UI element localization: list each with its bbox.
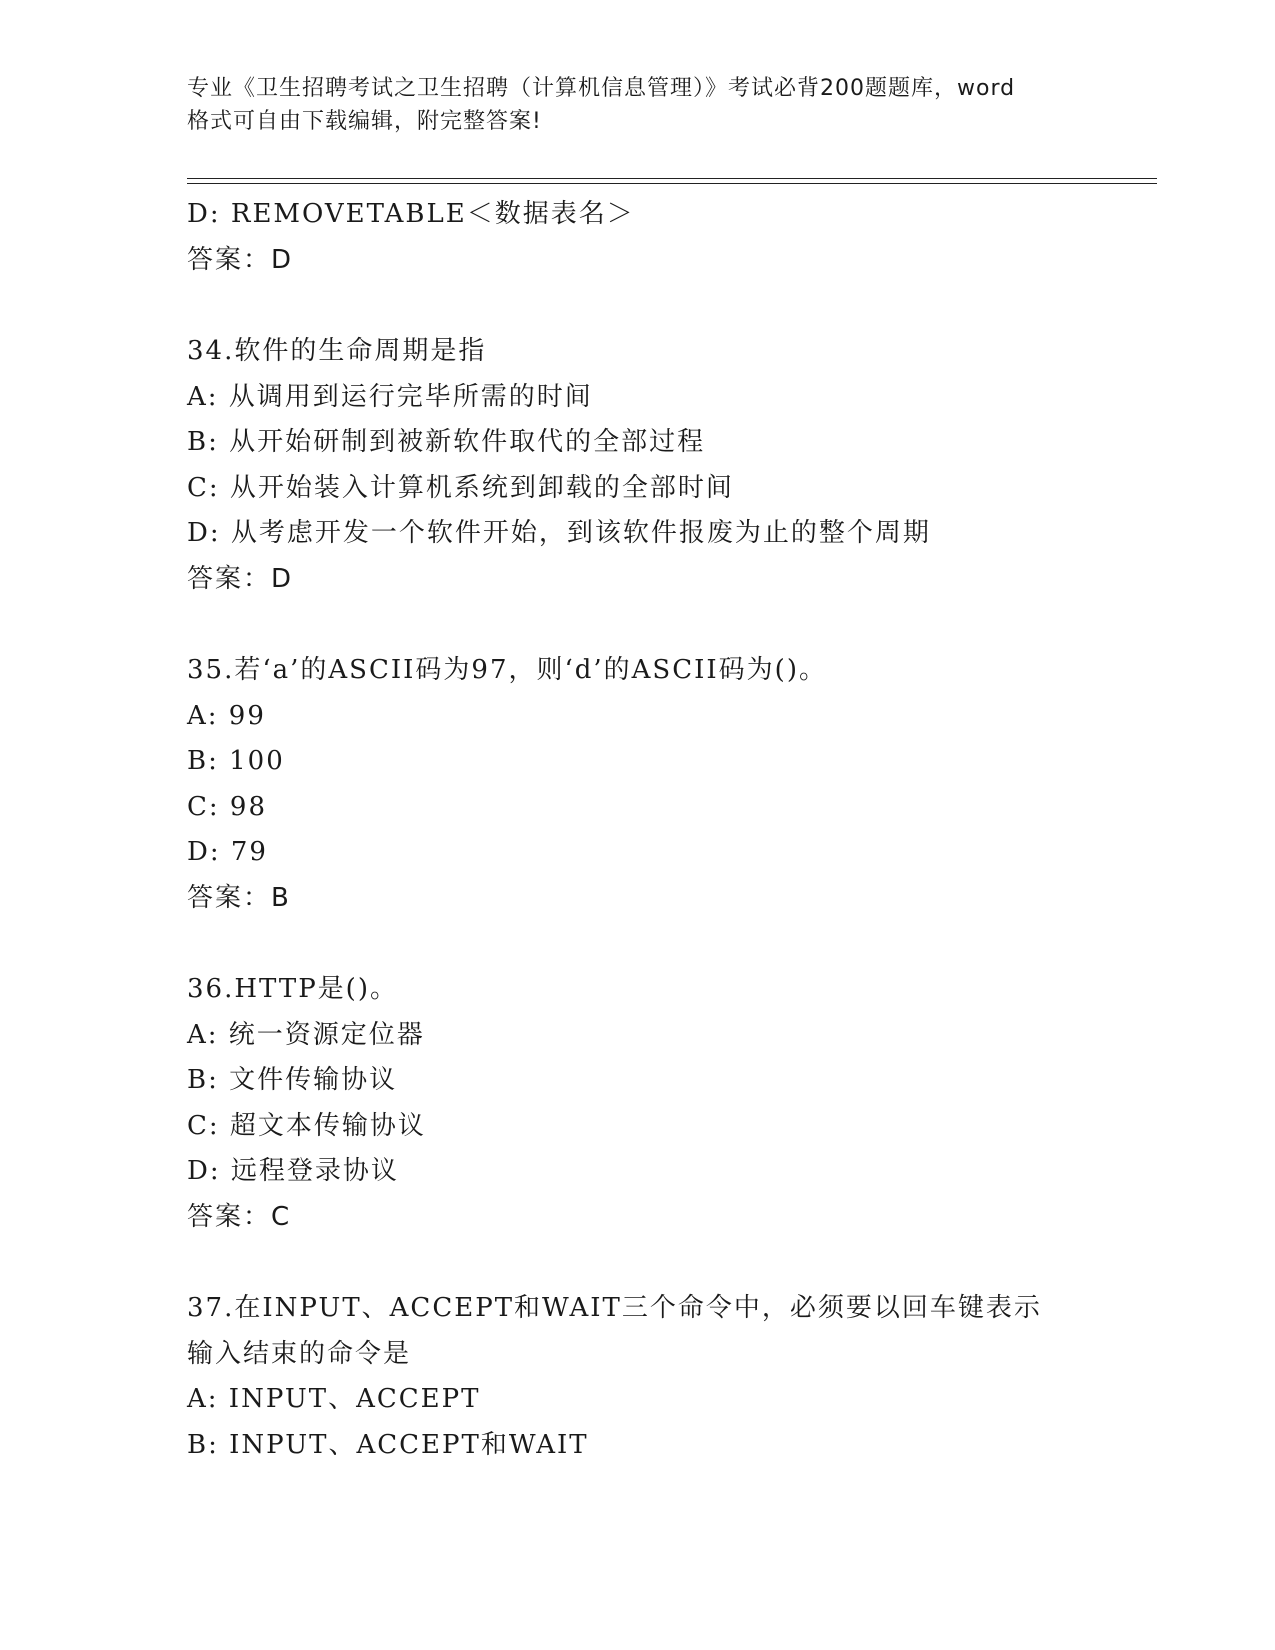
option-b: B: 100 xyxy=(187,746,285,776)
document-header xyxy=(187,72,1087,138)
option-d: D: 远程登录协议 xyxy=(187,1156,399,1186)
question-list xyxy=(187,192,1147,1468)
option-d: D: 79 xyxy=(187,837,268,867)
option-b: B: INPUT、ACCEPT和WAIT xyxy=(187,1429,589,1460)
answer-line: 答案：B xyxy=(187,882,291,913)
question-stem: 35.若‘a’的ASCII码为97，则‘d’的ASCII码为()。 xyxy=(187,655,827,685)
question-34 xyxy=(187,329,1147,602)
header-line-2: 格式可自由下载编辑，附完整答案! xyxy=(187,109,542,134)
option-a: A: 从调用到运行完毕所需的时间 xyxy=(187,381,593,412)
question-37 xyxy=(187,1286,1147,1468)
answer-line: 答案：D xyxy=(187,563,294,594)
option-d: D: REMOVETABLE＜数据表名＞ xyxy=(187,199,635,229)
option-c: C: 98 xyxy=(187,791,268,822)
option-c: C: 从开始装入计算机系统到卸载的全部时间 xyxy=(187,472,734,503)
answer-line: 答案：C xyxy=(187,1201,292,1232)
question-36 xyxy=(187,967,1147,1240)
option-a: A: 统一资源定位器 xyxy=(187,1019,425,1050)
header-divider-top xyxy=(187,178,1157,179)
header-line-1: 专业《卫生招聘考试之卫生招聘（计算机信息管理）》考试必背200题题库，word xyxy=(187,76,1016,101)
question-35 xyxy=(187,648,1147,921)
answer-line: 答案：D xyxy=(187,244,294,275)
question-stem: 36.HTTP是()。 xyxy=(187,974,398,1004)
option-d: D: 从考虑开发一个软件开始，到该软件报废为止的整个周期 xyxy=(187,518,931,548)
option-b: B: 文件传输协议 xyxy=(187,1065,398,1095)
question-33-tail xyxy=(187,192,1147,283)
question-stem: 34.软件的生命周期是指 xyxy=(187,336,487,366)
option-c: C: 超文本传输协议 xyxy=(187,1110,426,1141)
question-stem: 37.在INPUT、ACCEPT和WAIT三个命令中，必须要以回车键表示输入结束的命令是 xyxy=(187,1293,1042,1369)
option-a: A: 99 xyxy=(187,700,266,731)
option-b: B: 从开始研制到被新软件取代的全部过程 xyxy=(187,427,706,457)
header-divider-bottom xyxy=(187,183,1157,184)
option-a: A: INPUT、ACCEPT xyxy=(187,1384,481,1414)
